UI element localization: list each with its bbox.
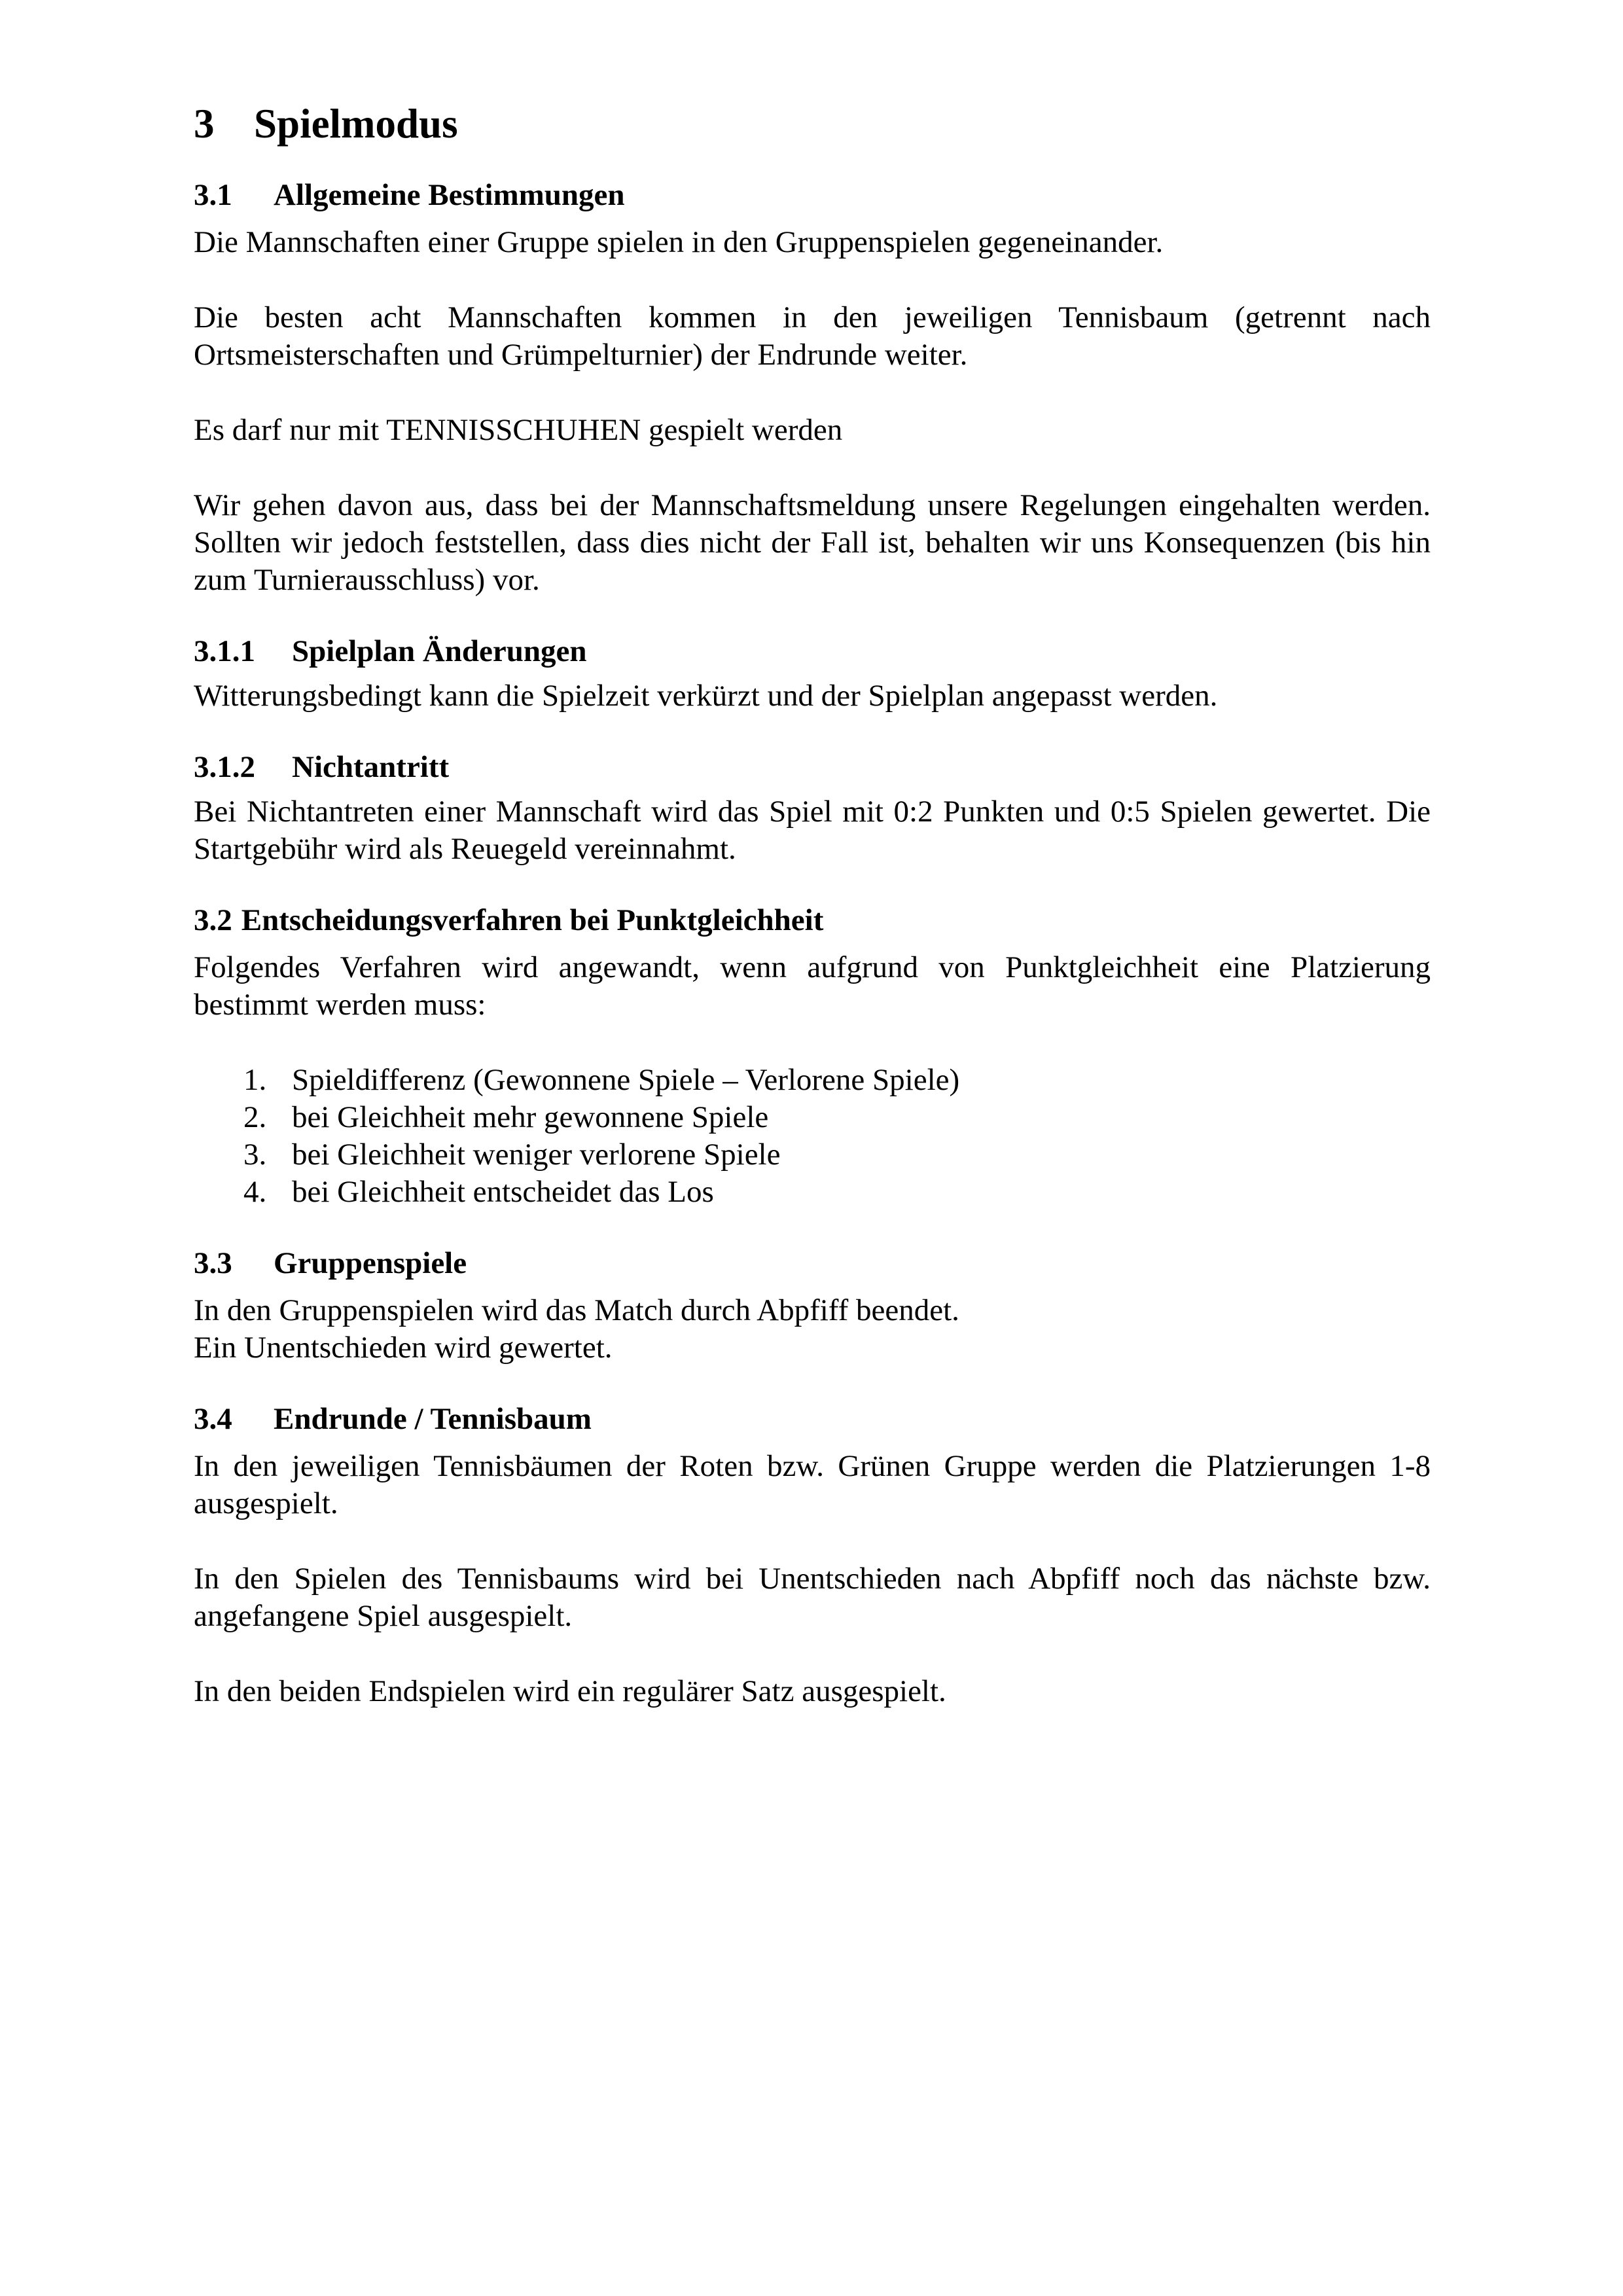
section-heading-3-4 (194, 1399, 1431, 1439)
tiebreak-list (194, 1062, 1431, 1211)
section-title: Endrunde / Tennisbaum (274, 1402, 592, 1436)
section-title: Gruppenspiele (274, 1246, 467, 1280)
paragraph: Folgendes Verfahren wird angewandt, wenn aufgrund von Punktgleichheit eine Platzierung bestimmt werden muss: (194, 950, 1431, 1022)
section-number: 3.1.2 (194, 750, 255, 784)
section-heading-3-1-1 (194, 632, 1431, 671)
paragraph: Es darf nur mit TENNISSCHUHEN gespielt werden (194, 413, 843, 447)
section-title: Nichtantritt (292, 750, 450, 784)
paragraph: Die Mannschaften einer Gruppe spielen in den Gruppenspielen gegeneinander. (194, 225, 1164, 259)
section-number: 3.4 (194, 1402, 232, 1436)
section-number: 3.3 (194, 1246, 232, 1280)
section-heading-3-2 (194, 901, 1431, 940)
chapter-number: 3 (194, 101, 215, 147)
section-title: Allgemeine Bestimmungen (274, 178, 625, 212)
document-page (194, 98, 1431, 1710)
section-number: 3.2 (194, 903, 232, 937)
chapter-heading (194, 98, 1431, 149)
list-item: 1. Spieldifferenz (Gewonnene Spiele – Verlorene Spiele) (243, 1063, 960, 1097)
section-title: Entscheidungsverfahren bei Punktgleichheit (241, 903, 824, 937)
paragraph: In den beiden Endspielen wird ein regulärer Satz ausgespielt. (194, 1674, 946, 1708)
section-number: 3.1.1 (194, 634, 255, 668)
section-number: 3.1 (194, 178, 232, 212)
list-item: 3. bei Gleichheit weniger verlorene Spiele (243, 1138, 781, 1172)
paragraph: Ein Unentschieden wird gewertet. (194, 1331, 613, 1365)
list-item: 2. bei Gleichheit mehr gewonnene Spiele (243, 1100, 769, 1134)
paragraph: In den Spielen des Tennisbaums wird bei Unentschieden nach Abpfiff noch das nächste bzw. angefangene Spiel ausgespielt. (194, 1562, 1431, 1633)
paragraph: In den jeweiligen Tennisbäumen der Roten bzw. Grünen Gruppe werden die Platzierungen 1-8 ausgespielt. (194, 1449, 1431, 1520)
chapter-title: Spielmodus (254, 101, 458, 147)
section-heading-3-3 (194, 1244, 1431, 1283)
section-heading-3-1 (194, 175, 1431, 215)
paragraph: Wir gehen davon aus, dass bei der Mannschaftsmeldung unsere Regelungen eingehalten werden. Sollten wir jedoch feststellen, dass dies nicht der Fall ist, behalten wir uns Konsequenzen (bis hin zum Turnierausschluss) vor. (194, 488, 1431, 597)
paragraph: Witterungsbedingt kann die Spielzeit verkürzt und der Spielplan angepasst werden. (194, 679, 1218, 713)
section-title: Spielplan Änderungen (292, 634, 587, 668)
paragraph: In den Gruppenspielen wird das Match durch Abpfiff beendet. (194, 1293, 959, 1327)
list-item: 4. bei Gleichheit entscheidet das Los (243, 1175, 714, 1209)
section-heading-3-1-2 (194, 747, 1431, 787)
paragraph: Bei Nichtantreten einer Mannschaft wird das Spiel mit 0:2 Punkten und 0:5 Spielen gewertet. Die Startgebühr wird als Reuegeld vereinnahmt. (194, 795, 1431, 866)
paragraph: Die besten acht Mannschaften kommen in den jeweiligen Tennisbaum (getrennt nach Ortsmeisterschaften und Grümpelturnier) der Endrunde weiter. (194, 300, 1431, 372)
